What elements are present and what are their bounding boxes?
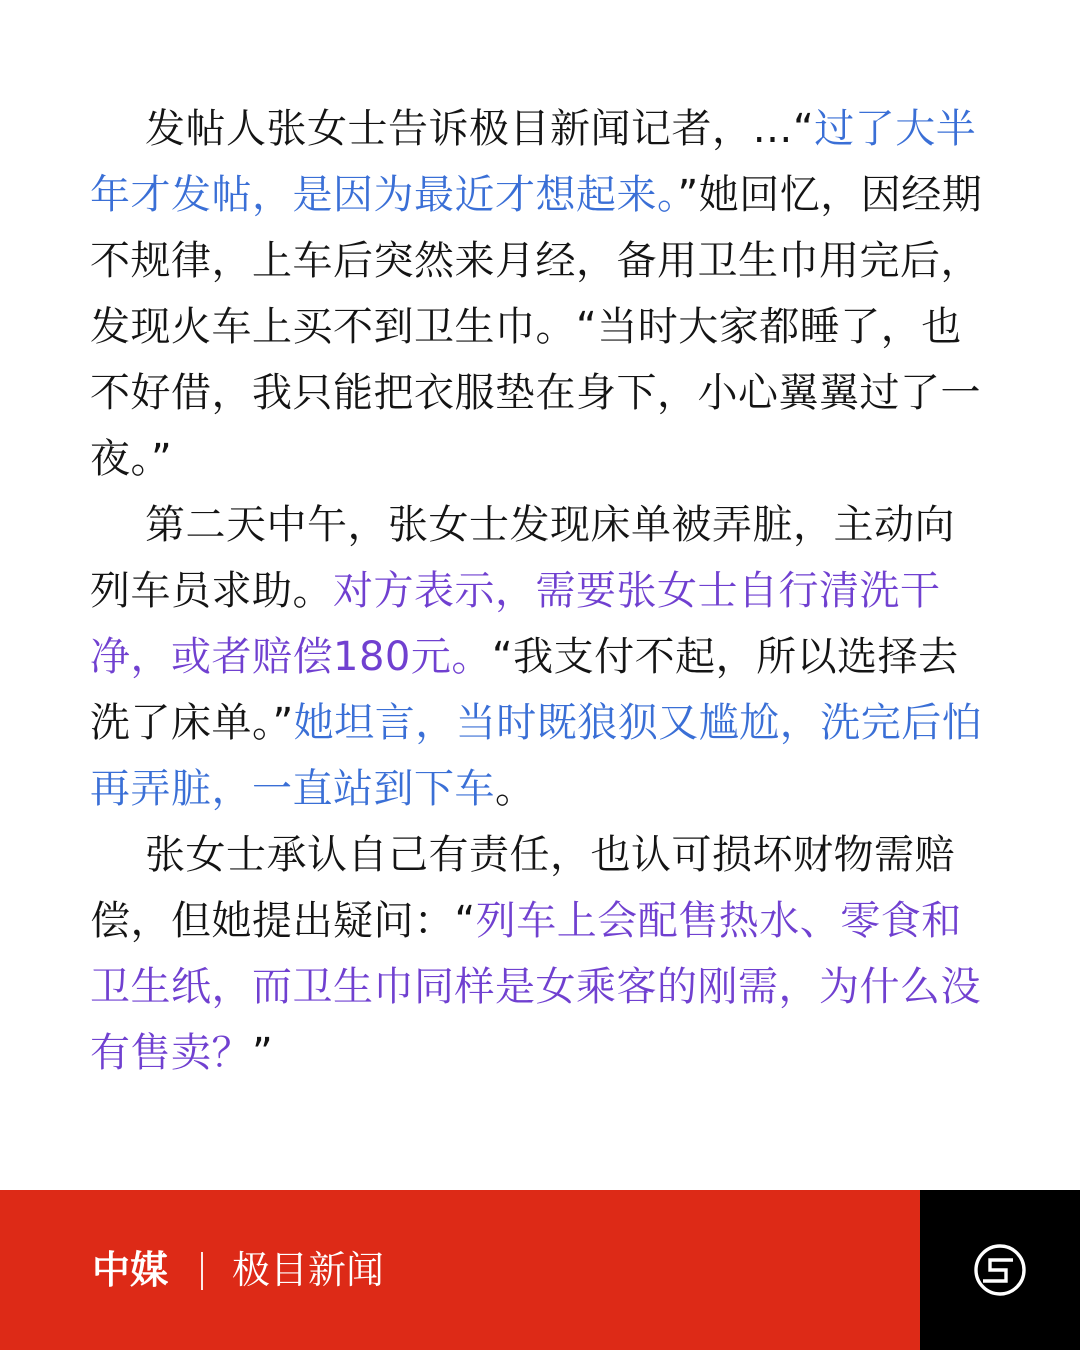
- footer-logo-area: [920, 1190, 1080, 1350]
- jimu-logo-icon: [973, 1243, 1027, 1297]
- article-body: [90, 96, 990, 1086]
- paragraph-3: [90, 822, 990, 1086]
- paragraph-2: [90, 492, 990, 822]
- highlight-blue-segment: 过了大半年才发帖，是因为最近才想起来。: [90, 106, 977, 218]
- footer-bar: [0, 1190, 1080, 1350]
- paragraph-1: [90, 96, 990, 492]
- source-label: 极目新闻: [232, 1248, 385, 1292]
- text-segment: 张女士承认自己有责任，也认可损坏财物需赔偿，但她提出疑问：“: [90, 832, 955, 944]
- text-segment: ”她回忆，因经期不规律，上车后突然来月经，备用卫生巾用完后，发现火车上买不到卫生巾。“当时大家都睡了，也不好借，我只能把衣服垫在身下，小心翼翼过了一夜。”: [90, 172, 983, 482]
- text-segment: 第二天中午，张女士发现床单被弄脏，主动向列车员求助。: [90, 502, 955, 614]
- highlight-blue-segment: 她坦言，当时既狼狈又尴尬，洗完后怕再弄脏，一直站到下车: [90, 700, 983, 812]
- footer-brand-area: [0, 1190, 920, 1350]
- text-segment: “我支付不起，所以选择去洗了床单。”: [90, 634, 959, 746]
- footer-divider: [201, 1252, 203, 1290]
- text-segment: 发帖人张女士告诉极目新闻记者，…“: [145, 106, 815, 152]
- text-segment: 。: [495, 766, 536, 812]
- highlight-purple-segment: 列车上会配售热水、零食和卫生纸，而卫生巾同样是女乘客的刚需，为什么没有售卖？: [90, 898, 981, 1076]
- category-label: 中媒: [92, 1248, 169, 1292]
- text-segment: ”: [252, 1030, 274, 1076]
- highlight-purple-segment: 对方表示，需要张女士自行清洗干净，或者赔偿180元。: [90, 568, 941, 680]
